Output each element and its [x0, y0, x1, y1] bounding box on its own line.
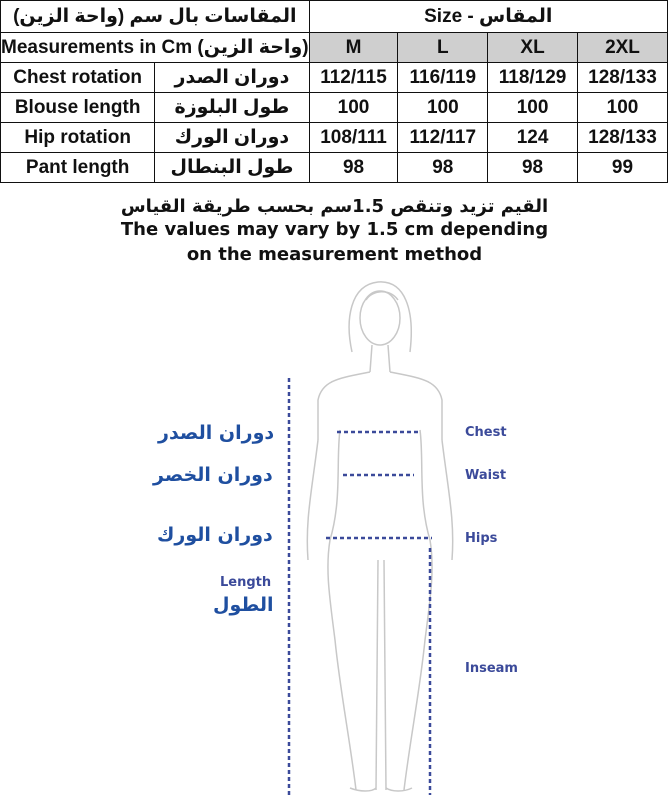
header-size: Size - المقاس	[309, 1, 667, 33]
row-label-en: Blouse length	[1, 93, 155, 123]
label-length: Length	[220, 575, 272, 590]
header-left-arabic: المقاسات بال سم (واحة الزين)	[1, 1, 310, 33]
row-label-ar: طول البنطال	[155, 153, 309, 183]
cell: 100	[309, 93, 398, 123]
size-m: M	[309, 33, 398, 63]
cell: 116/119	[398, 63, 488, 93]
row-label-ar: طول البلوزة	[155, 93, 309, 123]
cell: 112/115	[309, 63, 398, 93]
cell: 108/111	[309, 123, 398, 153]
cell: 100	[577, 93, 667, 123]
cell: 124	[488, 123, 578, 153]
cell: 100	[488, 93, 578, 123]
label-hips: Hips	[465, 531, 498, 546]
cell: 100	[398, 93, 488, 123]
size-xl: XL	[488, 33, 578, 63]
table-row	[1, 123, 668, 153]
size-chart-table	[0, 0, 668, 183]
label-chest-arabic: دوران الصدر	[158, 422, 275, 444]
cell: 128/133	[577, 123, 667, 153]
size-l: L	[398, 33, 488, 63]
row-label-en: Pant length	[1, 153, 155, 183]
row-label-en: Hip rotation	[1, 123, 155, 153]
body-measurement-figure	[0, 270, 669, 798]
note-english-line1: The values may vary by 1.5 cm depending	[120, 219, 549, 240]
label-waist-arabic: دوران الخصر	[153, 464, 273, 486]
note-arabic: القيم تزيد وتنقص 1.5سم بحسب طريقة القياس	[120, 196, 549, 217]
label-waist: Waist	[465, 468, 507, 483]
label-hips-arabic: دوران الورك	[157, 524, 273, 546]
table-row	[1, 153, 668, 183]
row-label-en: Chest rotation	[1, 63, 155, 93]
size-2xl: 2XL	[577, 33, 667, 63]
note-english-line2: on the measurement method	[186, 244, 483, 265]
body-outline-icon	[0, 270, 669, 798]
label-chest: Chest	[465, 425, 507, 440]
cell: 112/117	[398, 123, 488, 153]
cell: 99	[577, 153, 667, 183]
cell: 98	[488, 153, 578, 183]
cell: 98	[309, 153, 398, 183]
table-row	[1, 93, 668, 123]
label-length-arabic: الطول	[213, 594, 274, 616]
cell: 98	[398, 153, 488, 183]
cell: 118/129	[488, 63, 578, 93]
table-row	[1, 63, 668, 93]
label-inseam: Inseam	[465, 661, 518, 676]
header-left-english: Measurements in Cm (واحة الزين)	[1, 33, 310, 63]
row-label-ar: دوران الورك	[155, 123, 309, 153]
row-label-ar: دوران الصدر	[155, 63, 309, 93]
cell: 128/133	[577, 63, 667, 93]
